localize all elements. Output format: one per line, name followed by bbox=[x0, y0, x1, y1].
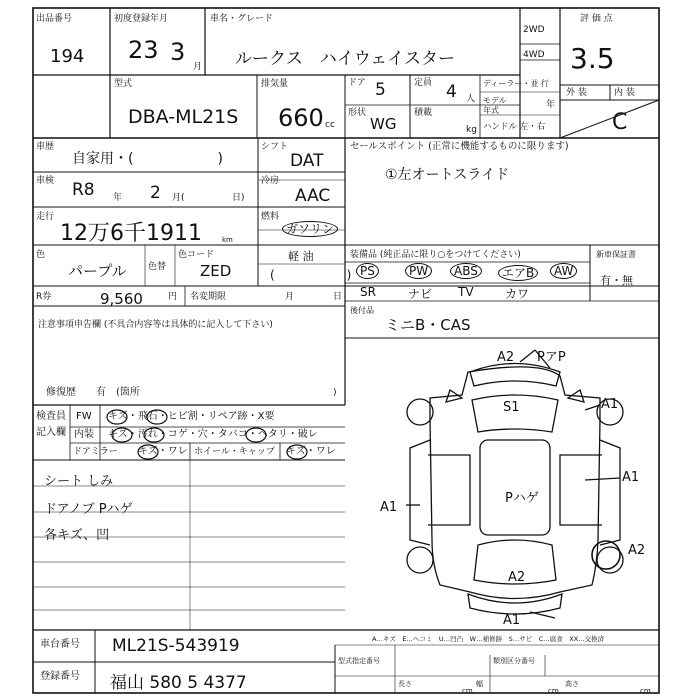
color-code-value: ZED bbox=[200, 262, 232, 280]
fuel-other-brackets: ( ) bbox=[270, 268, 352, 282]
interior-row-text: キズ・汚れ・コゲ・穴・タバコ・ヘタリ・破レ bbox=[108, 429, 318, 440]
after-items-value: ミニB・CAS bbox=[385, 316, 471, 334]
drive-2wd: 2WD bbox=[523, 25, 545, 35]
color-change-label: 色替 bbox=[148, 262, 167, 272]
model-spec-label: 型式指定番号 bbox=[338, 657, 380, 665]
damage-code-legend: A…キズ E…ヘコミ U…凹凸 W…補修跡 S…サビ C…腐食 XX…交換済 bbox=[372, 635, 605, 643]
exterior-label: 外 装 bbox=[566, 88, 587, 98]
recycle-label: R券 bbox=[36, 292, 52, 302]
dealer-label: ディーラー・並 行 bbox=[483, 79, 549, 88]
score-label: 評 価 点 bbox=[580, 14, 613, 24]
lot-number-label: 出品番号 bbox=[36, 14, 73, 24]
color-label: 色 bbox=[36, 250, 46, 260]
mirror-text: キズ・ワレ bbox=[138, 446, 188, 457]
equip-leather: カワ bbox=[505, 287, 530, 301]
drive-4wd: 4WD bbox=[523, 50, 545, 60]
capacity-value: 4 bbox=[446, 82, 457, 102]
equipment-label: 装備品 (純正品に限り○をつけてください) bbox=[350, 250, 521, 260]
height-label: 高さ bbox=[565, 680, 579, 688]
inspection-value: R8 bbox=[72, 180, 95, 200]
equip-navi: ナビ bbox=[408, 287, 433, 301]
shape-value: WG bbox=[370, 115, 397, 133]
lot-number: 194 bbox=[50, 46, 85, 67]
repair-history-label: 修復歴 有 (箇所 bbox=[46, 387, 140, 398]
mark-a1-right: A1 bbox=[622, 470, 640, 485]
first-registration-label: 初度登録年月 bbox=[114, 14, 169, 24]
sales-point-value: ①左オートスライド bbox=[385, 167, 509, 183]
note-line-1: シート しみ bbox=[44, 474, 114, 489]
cooling-label: 冷房 bbox=[261, 176, 280, 186]
after-items-label: 後付品 bbox=[350, 306, 374, 315]
displacement-label: 排気量 bbox=[261, 79, 289, 89]
repair-history-close: ) bbox=[333, 388, 337, 398]
yen-unit: 円 bbox=[168, 292, 178, 302]
handle-label: ハンドル 左・右 bbox=[483, 122, 546, 132]
equip-abs-circled: ABS bbox=[450, 263, 482, 279]
car-name: ルークス ハイウェイスター bbox=[235, 49, 455, 69]
note-line-3: 各キズ、凹 bbox=[44, 528, 110, 543]
load-unit: kg bbox=[466, 125, 477, 135]
usage-label: 車歴 bbox=[36, 142, 55, 152]
inspection-day-unit: 日) bbox=[232, 193, 245, 203]
equip-pw-circled: PW bbox=[405, 263, 432, 279]
mirror-label: ドアミラー bbox=[73, 447, 118, 457]
equip-ps-circled: PS bbox=[356, 263, 379, 279]
inspector-label: 検査員 bbox=[36, 411, 66, 422]
wheel-label: ホイール・キャップ bbox=[194, 447, 275, 457]
first-registration-year: 23 bbox=[128, 36, 159, 64]
width-cm-unit: cm bbox=[548, 687, 559, 695]
registration-number-label: 登録番号 bbox=[40, 671, 80, 682]
displacement-value: 660 bbox=[278, 104, 324, 132]
interior-grade: C bbox=[612, 110, 628, 135]
capacity-label: 定員 bbox=[414, 78, 433, 88]
equip-airbag-circled: エアB bbox=[498, 265, 538, 281]
fuel-gasoline-circled: ガソリン bbox=[282, 221, 338, 237]
new-car-warranty-label: 新車保証書 bbox=[596, 250, 636, 259]
warranty-value: 有・無 bbox=[600, 274, 633, 287]
cooling-value: AAC bbox=[295, 186, 331, 206]
chassis-number: ML21S-543919 bbox=[112, 636, 240, 656]
model-label: 型式 bbox=[114, 79, 133, 89]
color-code-label: 色コード bbox=[178, 250, 215, 260]
mark-a1-left: A1 bbox=[380, 500, 398, 515]
cc-unit: cc bbox=[325, 120, 335, 130]
length-cm-unit: cm bbox=[462, 687, 473, 695]
usage-value: 自家用・( ) bbox=[72, 151, 223, 167]
fw-text: キズ・飛石・ヒビ割・リペア跡・X要 bbox=[108, 411, 275, 422]
doors-value: 5 bbox=[375, 80, 386, 100]
equip-tv: TV bbox=[458, 285, 474, 299]
interior-row-label: 内装 bbox=[74, 429, 94, 440]
width-label: 幅 bbox=[476, 680, 483, 688]
load-label: 積載 bbox=[414, 108, 433, 118]
model-year-label: モデル年式 bbox=[483, 96, 507, 115]
month-label: 月 bbox=[285, 292, 295, 302]
category-label: 類別区分番号 bbox=[493, 657, 535, 665]
shift-label: シフト bbox=[261, 142, 289, 152]
registration-number: 福山 580 5 4377 bbox=[110, 673, 247, 693]
km-unit: km bbox=[222, 236, 233, 244]
capacity-unit: 人 bbox=[466, 94, 476, 104]
mark-front-label: PアP bbox=[537, 350, 566, 365]
color-value: パープル bbox=[68, 262, 127, 280]
fuel-label: 燃料 bbox=[261, 212, 280, 222]
year-unit: 年 bbox=[546, 100, 556, 110]
name-change-label: 名変期限 bbox=[190, 292, 227, 302]
mark-roof-peel: Pハゲ bbox=[505, 491, 539, 506]
inspection-month: 2 bbox=[150, 183, 161, 203]
equip-sr: SR bbox=[360, 285, 376, 299]
mark-a2-front: A2 bbox=[497, 350, 515, 365]
mark-a2-rear: A2 bbox=[508, 570, 526, 585]
length-label: 長さ bbox=[398, 680, 412, 688]
mark-a1-rear-bumper: A1 bbox=[503, 613, 521, 628]
inspection-month-unit: 月( bbox=[172, 193, 185, 203]
day-label: 日 bbox=[333, 292, 343, 302]
height-cm-unit: cm bbox=[640, 687, 651, 695]
model-code: DBA-ML21S bbox=[128, 106, 239, 128]
note-line-2: ドアノブ Pハゲ bbox=[44, 502, 133, 517]
fw-label: FW bbox=[76, 411, 92, 422]
car-name-label: 車名・グレード bbox=[210, 14, 274, 24]
month-unit: 月 bbox=[193, 62, 203, 72]
shift-value: DAT bbox=[290, 151, 324, 171]
inspector-entry-label: 記入欄 bbox=[36, 427, 66, 438]
recycle-amount: 9,560 bbox=[100, 290, 143, 308]
mileage-label: 走行 bbox=[36, 212, 55, 222]
interior-label: 内 装 bbox=[614, 88, 635, 98]
inspection-year-unit: 年 bbox=[113, 193, 123, 203]
inspection-label: 車検 bbox=[36, 176, 55, 186]
wheel-text: キズ・ワレ bbox=[286, 446, 336, 457]
shape-label: 形状 bbox=[348, 108, 367, 118]
mark-a2-rear-right: A2 bbox=[628, 543, 646, 558]
sales-point-label: セールスポイント (正常に機能するものに限ります) bbox=[350, 141, 569, 152]
mark-a1-front-right: A1 bbox=[601, 397, 619, 412]
equip-aw-circled: AW bbox=[550, 263, 577, 279]
mileage-value: 12万6千1911 bbox=[60, 221, 202, 246]
fuel-diesel: 軽 油 bbox=[288, 250, 314, 263]
first-registration-month: 3 bbox=[170, 38, 186, 66]
door-label: ドア bbox=[348, 78, 366, 88]
caution-label: 注意事項申告欄 (不具合内容等は具体的に記入して下さい) bbox=[38, 320, 273, 330]
mark-s1: S1 bbox=[503, 400, 520, 415]
score-value: 3.5 bbox=[570, 42, 615, 75]
chassis-number-label: 車台番号 bbox=[40, 639, 80, 650]
